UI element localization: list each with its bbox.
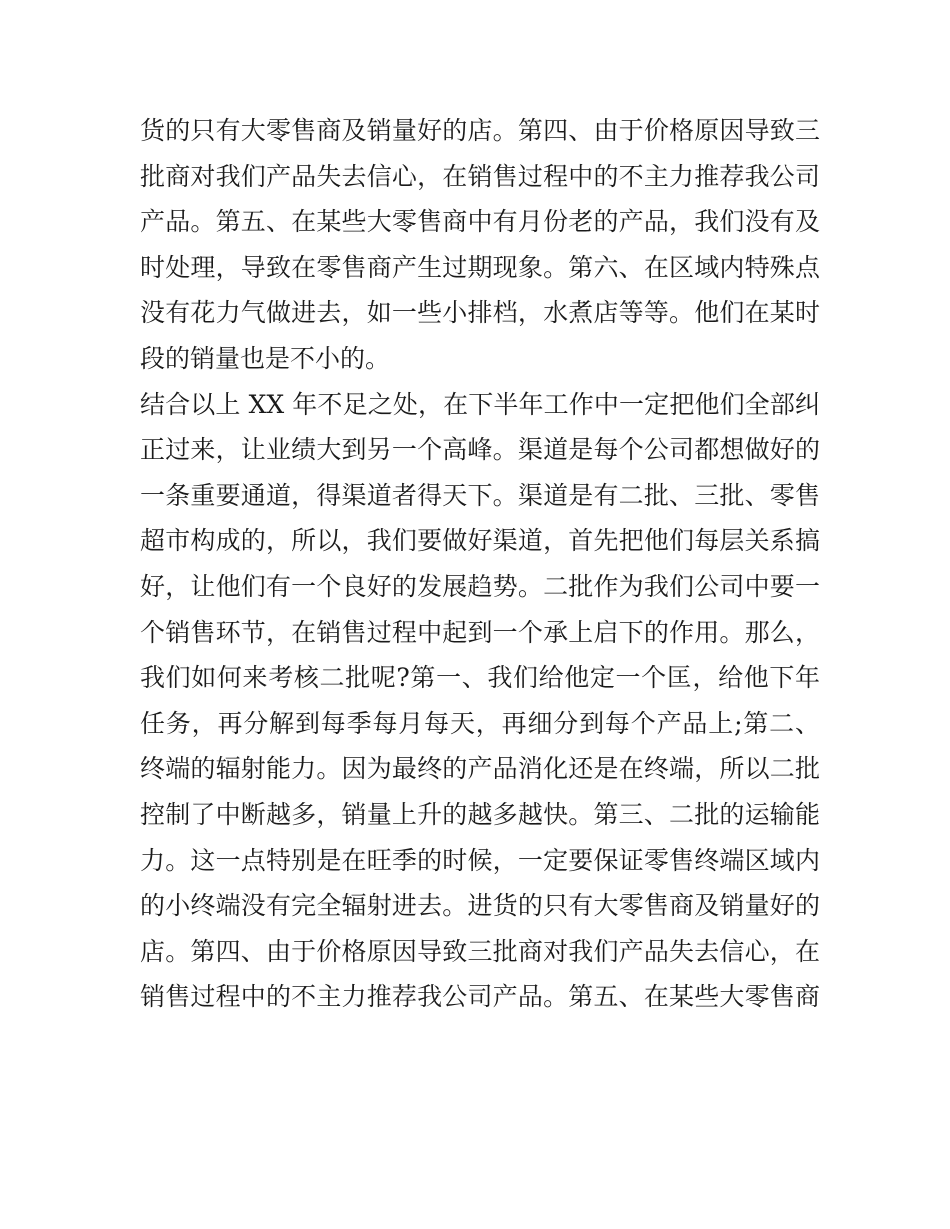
paragraph-2 <box>140 382 820 1020</box>
text-line: 超市构成的，所以，我们要做好渠道，首先把他们每层关系搞 <box>140 526 820 556</box>
text-line: 没有花力气做进去，如一些小排档，水煮店等等。他们在某时 <box>140 298 820 328</box>
text-line: 控制了中断越多，销量上升的越多越快。第三、二批的运输能 <box>140 799 820 829</box>
text-line: 正过来，让业绩大到另一个高峰。渠道是每个公司都想做好的 <box>140 435 820 465</box>
text-line: 产品。第五、在某些大零售商中有月份老的产品，我们没有及 <box>140 207 820 237</box>
text-line: 批商对我们产品失去信心，在销售过程中的不主力推荐我公司 <box>140 161 820 191</box>
text-line: 店。第四、由于价格原因导致三批商对我们产品失去信心，在 <box>140 936 820 966</box>
text-line: 力。这一点特别是在旺季的时候，一定要保证零售终端区域内 <box>140 845 820 875</box>
text-line: 我们如何来考核二批呢?第一、我们给他定一个匡，给他下年 <box>140 663 820 693</box>
text-line: 好，让他们有一个良好的发展趋势。二批作为我们公司中要一 <box>140 571 820 601</box>
text-line: 时处理，导致在零售商产生过期现象。第六、在区域内特殊点 <box>140 252 820 282</box>
text-line: 货的只有大零售商及销量好的店。第四、由于价格原因导致三 <box>140 116 820 145</box>
document-body <box>140 108 820 1020</box>
text-line: 段的销量也是不小的。 <box>140 343 391 373</box>
text-line: 一条重要通道，得渠道者得天下。渠道是有二批、三批、零售 <box>140 480 820 510</box>
text-line: 结合以上 XX 年不足之处，在下半年工作中一定把他们全部纠 <box>140 389 820 419</box>
text-line: 终端的辐射能力。因为最终的产品消化还是在终端，所以二批 <box>140 754 820 784</box>
text-line: 的小终端没有完全辐射进去。进货的只有大零售商及销量好的 <box>140 891 820 921</box>
text-line: 销售过程中的不主力推荐我公司产品。第五、在某些大零售商 <box>140 982 820 1012</box>
paragraph-1 <box>140 108 820 382</box>
text-line: 个销售环节，在销售过程中起到一个承上启下的作用。那么， <box>140 617 820 647</box>
text-line: 任务，再分解到每季每月每天，再细分到每个产品上;第二、 <box>140 708 820 738</box>
